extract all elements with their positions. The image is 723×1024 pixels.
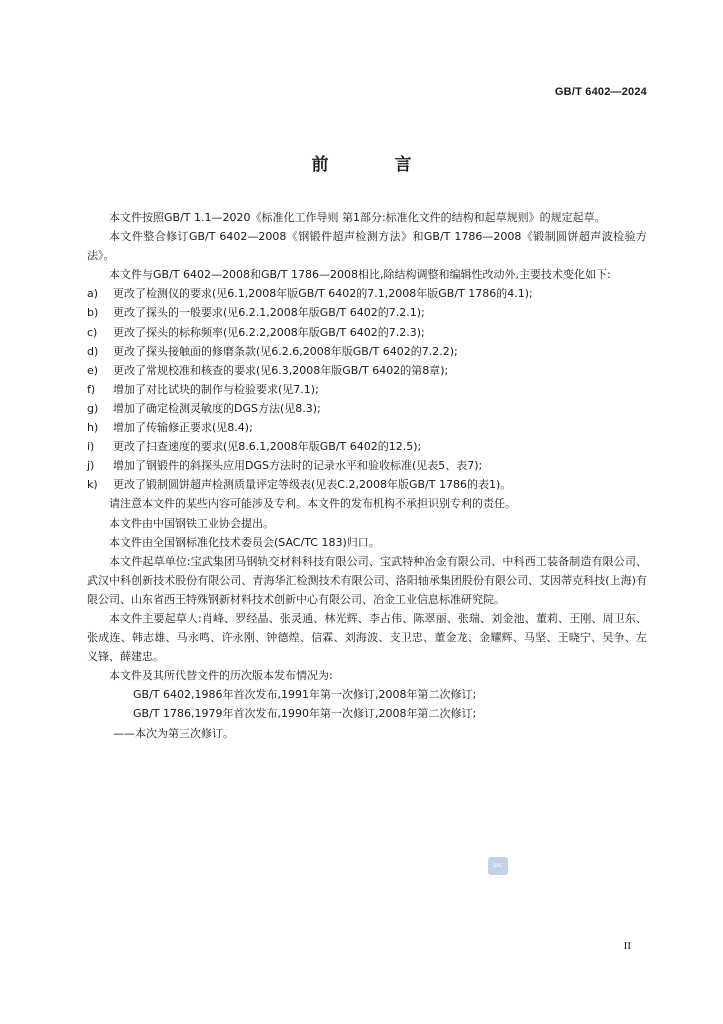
list-item-text: 增加了对比试块的制作与检验要求(见7.1); — [113, 382, 319, 396]
list-marker: h) — [87, 421, 99, 435]
list-item-text: 增加了确定检测灵敏度的DGS方法(见8.3); — [113, 401, 321, 415]
foreword-body — [87, 208, 647, 743]
list-marker: g) — [87, 401, 99, 415]
list-item — [87, 437, 647, 456]
list-item-text: 更改了探头接触面的修磨条款(见6.2.6,2008年版GB/T 6402的7.2.2); — [113, 344, 458, 358]
paragraph-history-intro: 本文件及其所代替文件的历次版本发布情况为: — [109, 669, 333, 683]
list-item — [87, 456, 647, 475]
paragraph-drafting-rules: 本文件按照GB/T 1.1—2020《标准化工作导则 第1部分:标准化文件的结构和起草规则》的规定起草。 — [109, 211, 606, 224]
list-item-text: 更改了检测仪的要求(见6.1,2008年版GB/T 6402的7.1,2008年版GB/T 1786的4.1); — [113, 287, 533, 301]
list-item — [87, 361, 647, 380]
list-marker: j) — [87, 459, 95, 473]
list-item-text: 更改了扫查速度的要求(见8.6.1,2008年版GB/T 6402的12.5); — [113, 440, 422, 454]
paragraph-changes-intro: 本文件与GB/T 6402—2008和GB/T 1786—2008相比,除结构调整和编辑性改动外,主要技术变化如下: — [109, 268, 611, 282]
paragraph-centralized: 本文件由全国钢标准化技术委员会(SAC/TC 183)归口。 — [109, 535, 380, 549]
list-item — [87, 399, 647, 418]
list-marker: k) — [87, 478, 98, 492]
paragraph-drafting-units: 本文件起草单位:宝武集团马钢轨交材料科技有限公司、宝武特种冶金有限公司、中科西工装备制造有限公司、武汉中科创新技术股份有限公司、青海华汇检测技术有限公司、洛阳轴承集团股份有限公司、艾因蒂克科技(上海)有限公司、山东省西王特殊钢新材料技术创新中心有限公司、冶金工业信息标准研究院。 — [87, 554, 647, 606]
paragraph-drafters: 本文件主要起草人:肖峰、罗经晶、张灵通、林光辉、李占伟、陈翠丽、张瑞、刘金池、董莉、王刚、周卫东、张成连、韩志雄、马永鸣、许永刚、钟德煌、信霖、刘海波、支卫忠、董金龙、金耀辉、马坚、王晓宁、吴争、左义锋、薛建忠。 — [87, 611, 647, 664]
history-item: GB/T 6402,1986年首次发布,1991年第一次修订,2008年第二次修订; — [133, 688, 477, 702]
list-marker: c) — [87, 325, 98, 339]
list-marker: f) — [87, 382, 96, 396]
list-item-text: 更改了常规校准和核查的要求(见6.3,2008年版GB/T 6402的第8章); — [113, 363, 449, 377]
paragraph-patent: 请注意本文件的某些内容可能涉及专利。本文件的发布机构不承担识别专利的责任。 — [109, 497, 516, 511]
list-item — [87, 284, 647, 303]
list-item — [87, 342, 647, 361]
standard-code: GB/T 6402—2024 — [554, 86, 647, 98]
list-item-text: 增加了钢锻件的斜探头应用DGS方法时的记录水平和验收标准(见表5、表7); — [113, 459, 483, 473]
list-item-text: 增加了传输修正要求(见8.4); — [113, 421, 253, 435]
list-item — [87, 323, 647, 342]
list-item — [87, 380, 647, 399]
list-item — [87, 418, 647, 437]
page-title: 前 言 — [311, 155, 442, 175]
list-item — [87, 303, 647, 322]
list-item-text: 更改了探头的一般要求(见6.2.1,2008年版GB/T 6402的7.2.1); — [113, 306, 425, 320]
paragraph-integration: 本文件整合修订GB/T 6402—2008《钢锻件超声检测方法》和GB/T 1786—2008《锻制圆饼超声波检验方法》。 — [87, 230, 647, 263]
list-item-text: 更改了探头的标称频率(见6.2.2,2008年版GB/T 6402的7.2.3); — [113, 325, 425, 339]
list-marker: a) — [87, 287, 99, 301]
list-marker: i) — [87, 440, 95, 454]
paragraph-proposer: 本文件由中国钢铁工业协会提出。 — [109, 516, 274, 530]
list-marker: e) — [87, 363, 99, 377]
watermark-logo-icon: SAC — [488, 857, 508, 875]
history-item: GB/T 1786,1979年首次发布,1990年第一次修订,2008年第二次修订; — [133, 707, 477, 721]
list-marker: d) — [87, 344, 99, 358]
page-number: II — [623, 940, 631, 952]
list-item — [87, 475, 647, 494]
list-marker: b) — [87, 306, 99, 320]
list-item-text: 更改了锻制圆饼超声检测质量评定等级表(见表C.2,2008年版GB/T 1786的表1)。 — [113, 478, 512, 492]
history-last: ——本次为第三次修订。 — [113, 726, 234, 740]
